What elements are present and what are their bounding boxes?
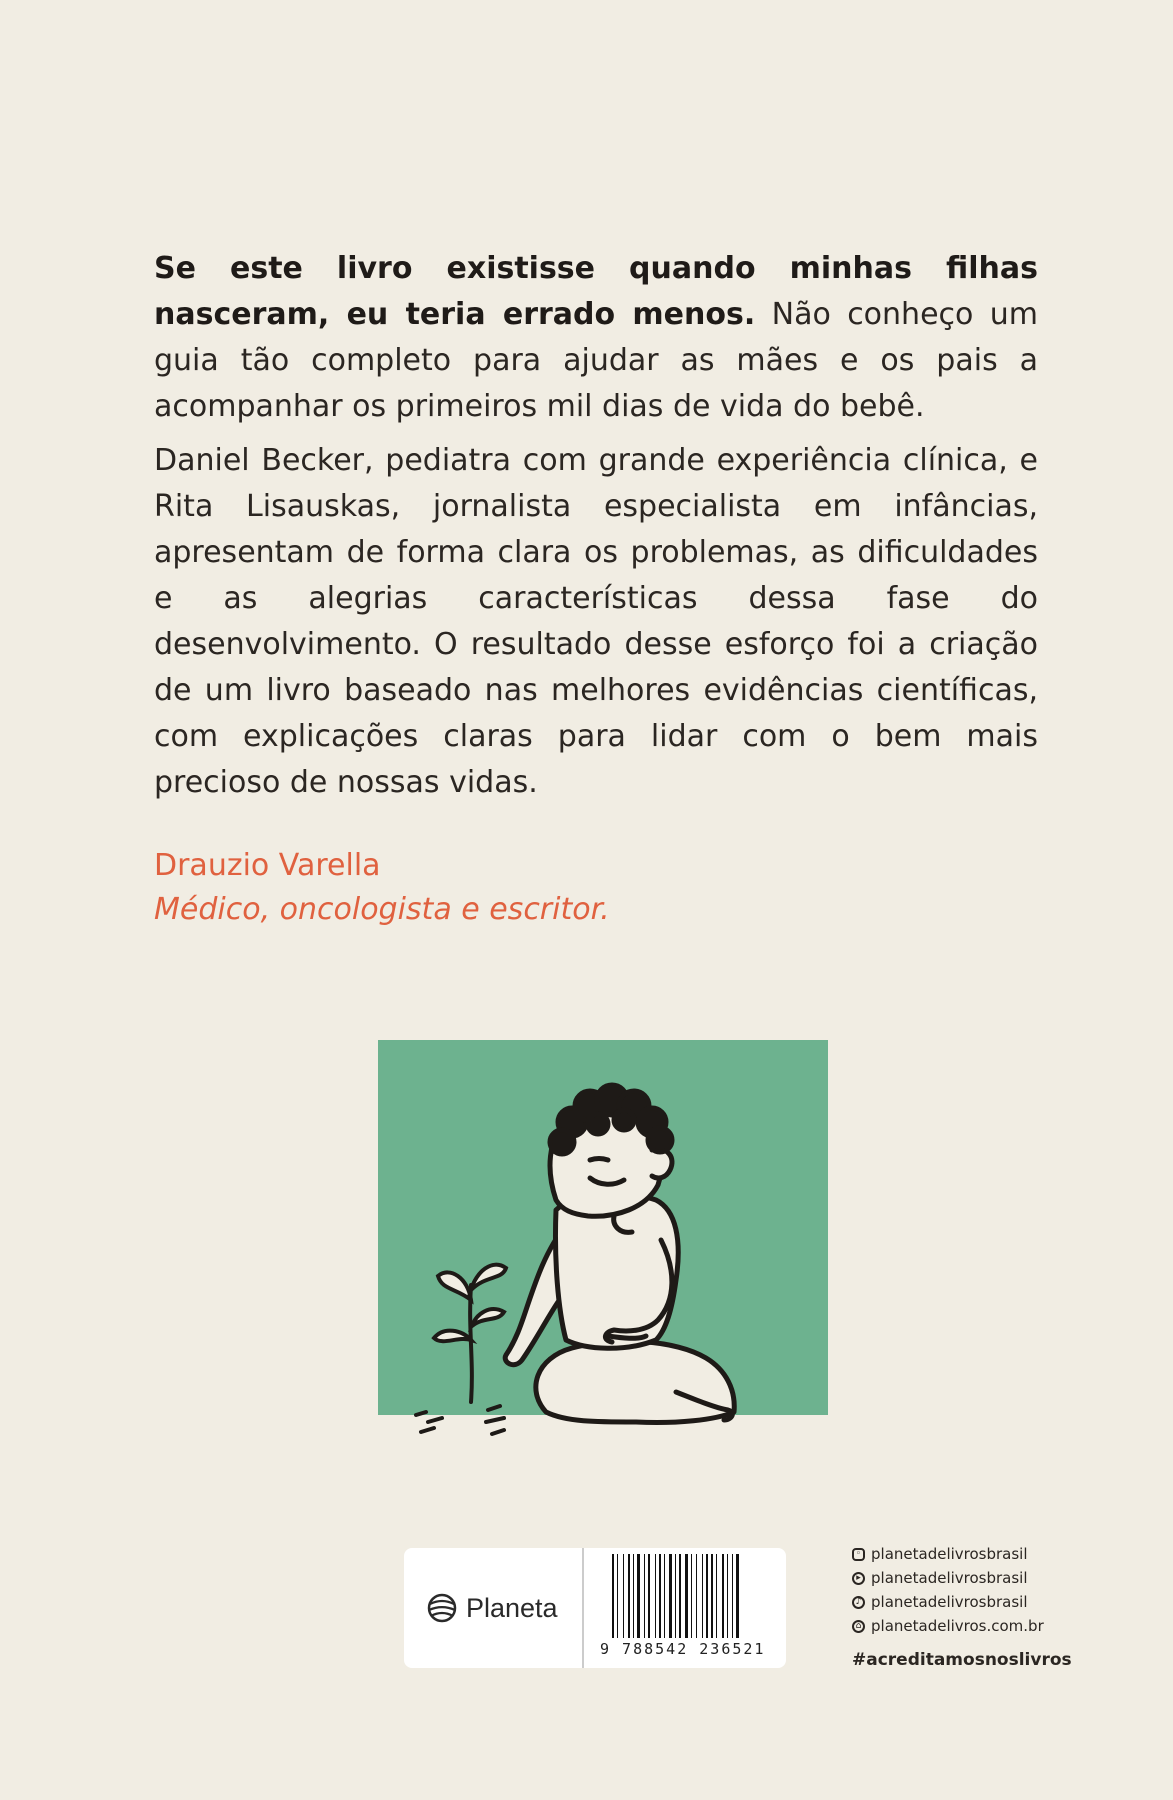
blurb-lead-bold: Se este livro existisse quando minhas filhas nasceram, eu teria errado menos. [154, 251, 1038, 332]
social-links [852, 1542, 1044, 1638]
blurb-paragraph-2: Daniel Becker, pediatra com grande experiência clínica, e Rita Lisauskas, jornalista especialista em infâncias, apresentam de forma clara os problemas, as dificuldades e as alegrias características dessa fase do desenvolvimento. O resultado desse esforço foi a criação de um livro baseado nas melhores evidências científicas, com explicações claras para lidar com o bem mais precioso de nossas vidas. [154, 443, 1038, 800]
barcode-bar [648, 1554, 650, 1638]
barcode-bar [702, 1554, 703, 1638]
social-website[interactable] [852, 1614, 1044, 1638]
barcode-bar [732, 1554, 733, 1638]
barcode-bar [655, 1554, 656, 1638]
child-planting-illustration [376, 1040, 828, 1470]
barcode-bar [659, 1554, 661, 1638]
barcode-bar [669, 1554, 672, 1638]
website-icon: ⌂ [852, 1620, 865, 1633]
barcode-bar [722, 1554, 724, 1638]
social-tiktok[interactable] [852, 1590, 1044, 1614]
barcode-bar [706, 1554, 708, 1638]
barcode-bar [679, 1554, 681, 1638]
hashtag: #acreditamosnoslivros [852, 1650, 1072, 1670]
barcode-bar [628, 1554, 630, 1638]
instagram-icon: ◦ [852, 1548, 865, 1561]
back-cover-blurb [154, 246, 1038, 814]
endorsement-author [154, 844, 610, 932]
social-handle: planetadelivrosbrasil [871, 1569, 1028, 1587]
social-instagram[interactable] [852, 1542, 1044, 1566]
globe-icon [426, 1592, 458, 1624]
barcode-bar [612, 1554, 614, 1638]
publisher-name: Planeta [466, 1592, 558, 1623]
isbn-number: 9 788542 236521 [600, 1640, 766, 1658]
barcode-bar [696, 1554, 697, 1638]
barcode-bar [664, 1554, 665, 1638]
social-youtube[interactable] [852, 1566, 1044, 1590]
barcode-bar [617, 1554, 618, 1638]
blurb-paragraph-1 [154, 246, 1038, 430]
barcode-bar [675, 1554, 676, 1638]
tiktok-icon: ♪ [852, 1596, 865, 1609]
isbn-barcode [612, 1554, 772, 1638]
barcode-bar [633, 1554, 634, 1638]
youtube-icon: ▸ [852, 1572, 865, 1585]
barcode-bar [644, 1554, 645, 1638]
publisher-logo [426, 1584, 558, 1632]
barcode-bar [637, 1554, 640, 1638]
barcode-bar [711, 1554, 713, 1638]
social-handle: planetadelivrosbrasil [871, 1593, 1028, 1611]
barcode-bar [623, 1554, 624, 1638]
social-handle: planetadelivros.com.br [871, 1617, 1044, 1635]
author-role: Médico, oncologista e escritor. [154, 892, 610, 927]
social-handle: planetadelivrosbrasil [871, 1545, 1028, 1563]
blurb-lead-rest: Não conheço um guia tão completo para ajudar as mães e os pais a acompanhar os primeiros mil dias de vida do bebê. [154, 297, 1038, 424]
barcode-bar [685, 1554, 688, 1638]
barcode-divider [582, 1548, 584, 1668]
barcode-bar [716, 1554, 717, 1638]
barcode-bar [727, 1554, 728, 1638]
barcode-bar [691, 1554, 692, 1638]
barcode-bar [736, 1554, 739, 1638]
barcode-panel [404, 1548, 786, 1668]
author-name: Drauzio Varella [154, 848, 381, 883]
